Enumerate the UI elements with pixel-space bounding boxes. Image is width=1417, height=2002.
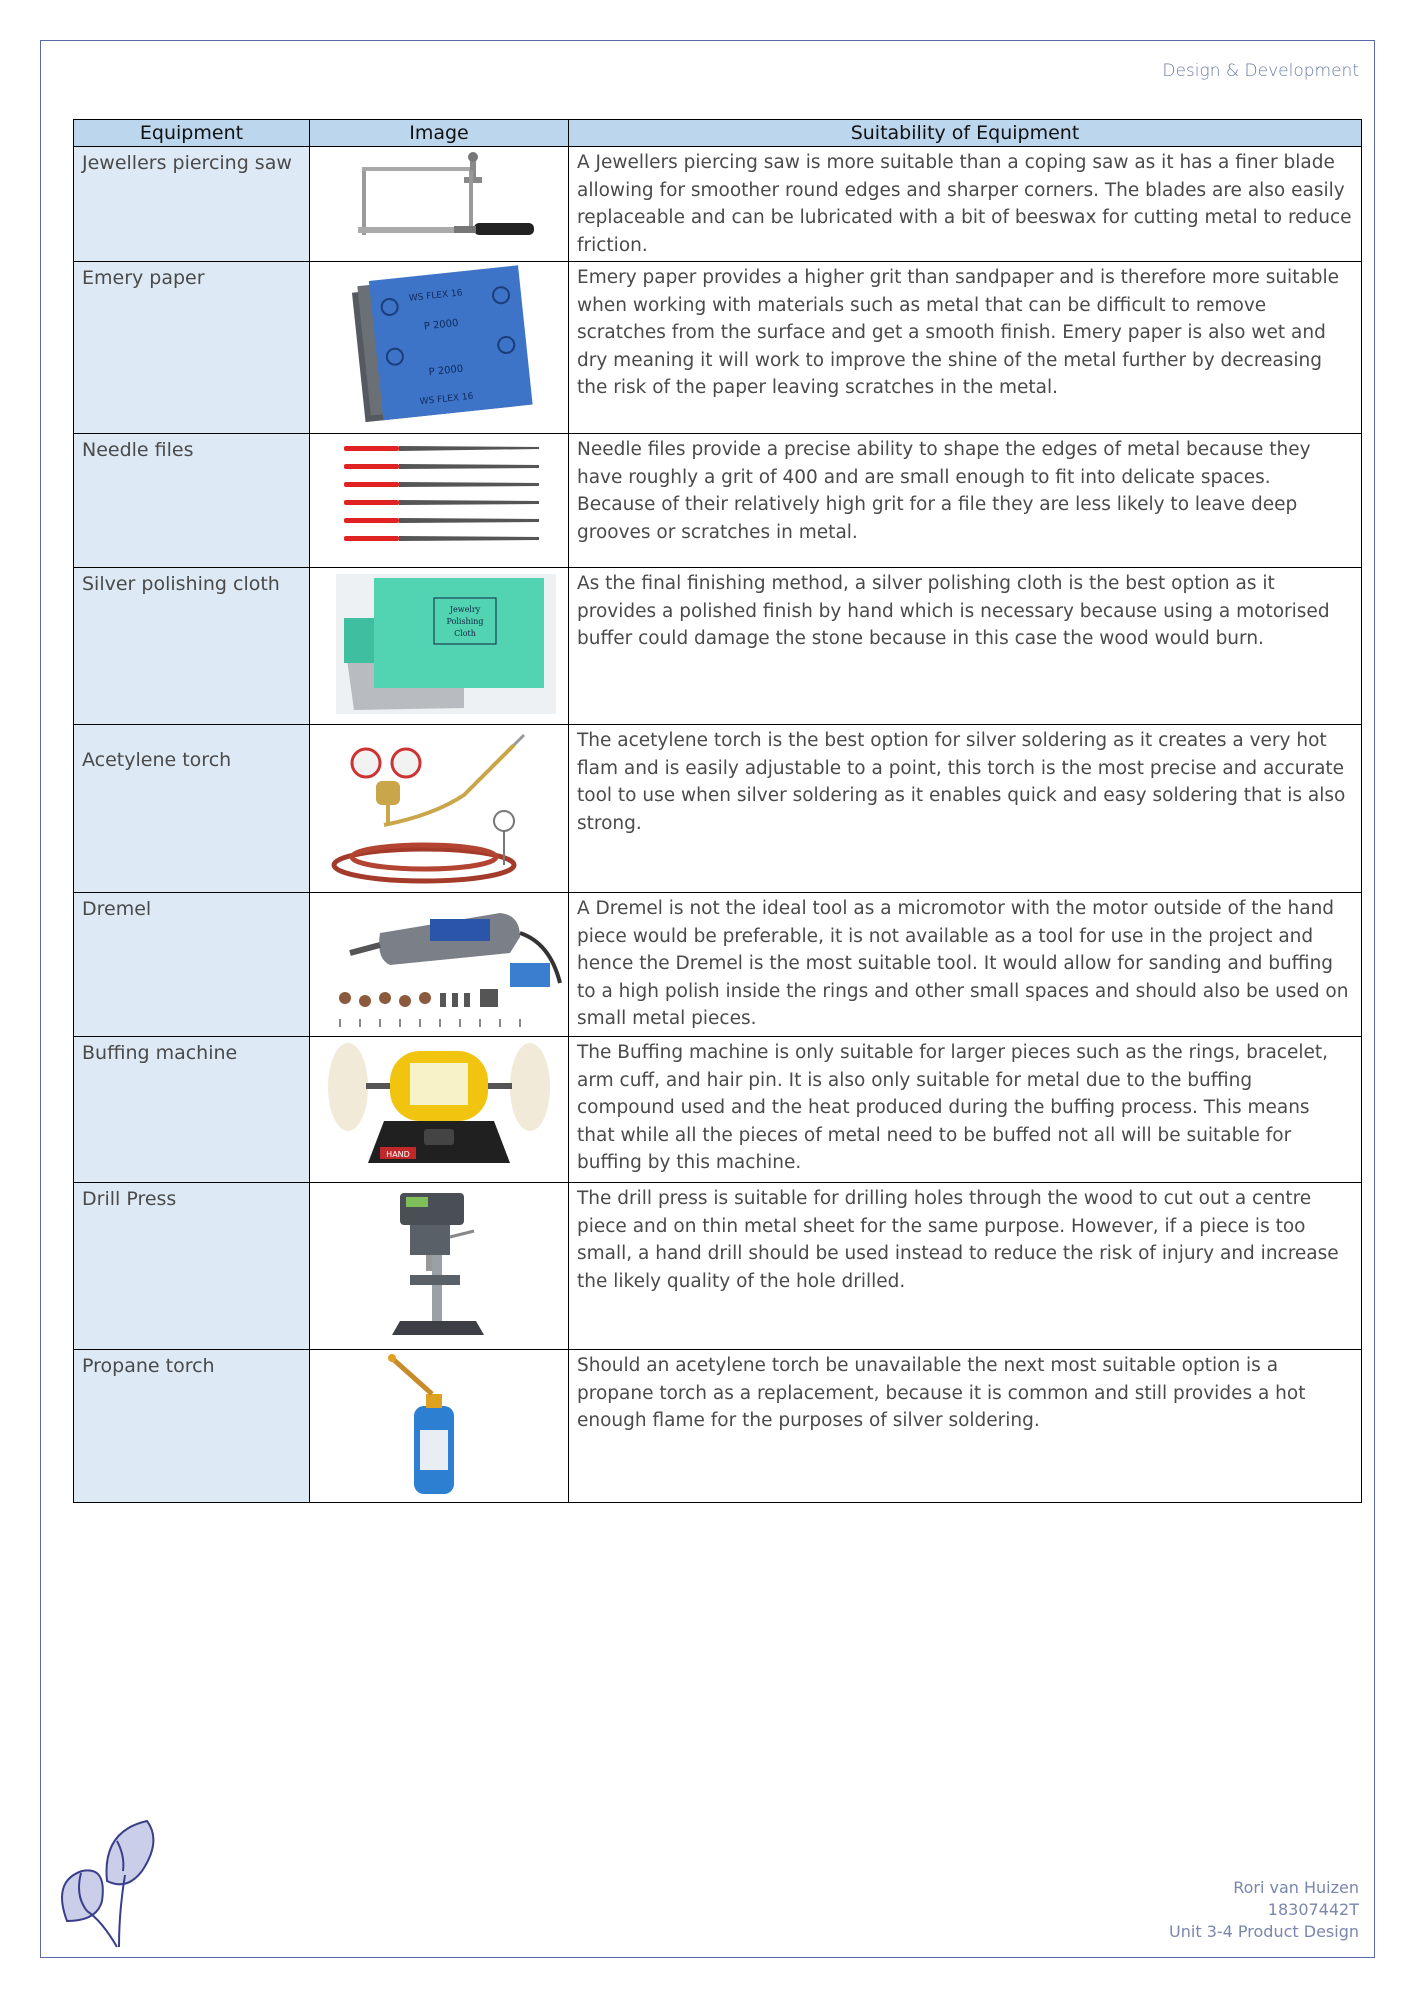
equipment-suitability: The Buffing machine is only suitable for larger pieces such as the rings, bracelet, arm cuff, and hair pin. It is also only suitable for metal due to the buffing compound used and the heat produced during the buffing process. This means that while all the pieces of metal need to be buffed not all will be suitable for buffing by this machine. [569, 1037, 1362, 1183]
table-row [74, 893, 1362, 1037]
svg-text:P 2000: P 2000 [428, 363, 464, 379]
table-row [74, 568, 1362, 725]
table-row [74, 434, 1362, 568]
equipment-suitability: The acetylene torch is the best option for silver soldering as it creates a very hot flam and is easily adjustable to a point, this torch is the most precise and accurate tool to use when silver soldering as it enables quick and easy soldering that is also strong. [569, 725, 1362, 893]
equipment-image [310, 262, 569, 434]
drill-press-icon [314, 1183, 564, 1343]
footer-author: Rori van Huizen [1233, 1878, 1359, 1897]
buffing-machine-icon [314, 1037, 564, 1177]
propane-torch-icon [314, 1350, 564, 1498]
svg-text:Cloth: Cloth [454, 629, 476, 638]
svg-text:P 2000: P 2000 [423, 317, 459, 333]
polishing-cloth-icon [314, 568, 564, 718]
footer-unit: Unit 3-4 Product Design [1169, 1922, 1359, 1941]
column-header-equipment: Equipment [74, 120, 310, 147]
table-row [74, 262, 1362, 434]
section-header: Design & Development [1162, 61, 1359, 81]
equipment-name: Propane torch [74, 1350, 310, 1503]
equipment-image [310, 568, 569, 725]
table-row [74, 1037, 1362, 1183]
svg-text:WS FLEX 16: WS FLEX 16 [419, 391, 474, 408]
equipment-suitability: A Jewellers piercing saw is more suitable than a coping saw as it has a finer blade allowing for smoother round edges and sharper corners. The blades are also easily replaceable and can be lubricated with a bit of beeswax for cutting metal to reduce friction. [569, 147, 1362, 262]
equipment-name: Silver polishing cloth [74, 568, 310, 725]
equipment-image [310, 1183, 569, 1350]
equipment-image [310, 1350, 569, 1503]
equipment-name: Acetylene torch [74, 725, 310, 893]
svg-text:Jewelry: Jewelry [449, 605, 481, 614]
acetylene-torch-icon [314, 725, 564, 889]
piercing-saw-icon [314, 147, 564, 259]
emery-paper-icon [314, 262, 564, 430]
equipment-suitability: The drill press is suitable for drilling holes through the wood to cut out a centre piece and on thin metal sheet for the same purpose. However, if a piece is too small, a hand drill should be used instead to reduce the risk of injury and increase the likely quality of the hole drilled. [569, 1183, 1362, 1350]
equipment-image [310, 725, 569, 893]
dremel-icon [310, 893, 568, 1033]
equipment-suitability: A Dremel is not the ideal tool as a micromotor with the motor outside of the hand piece would be preferable, it is not available as a tool for use in the project and hence the Dremel is the most suitable tool. It would allow for sanding and buffing to a high polish inside the rings and other small spaces and should also be used on small metal pieces. [569, 893, 1362, 1037]
footer [1169, 1877, 1359, 1943]
calla-lily-logo [47, 1811, 167, 1951]
equipment-name: Dremel [74, 893, 310, 1037]
equipment-name: Drill Press [74, 1183, 310, 1350]
equipment-name: Jewellers piercing saw [74, 147, 310, 262]
column-header-image: Image [310, 120, 569, 147]
equipment-image [310, 434, 569, 568]
equipment-name: Buffing machine [74, 1037, 310, 1183]
equipment-image [310, 147, 569, 262]
table-row [74, 1183, 1362, 1350]
equipment-suitability: Should an acetylene torch be unavailable the next most suitable option is a propane torch as a replacement, because it is common and still provides a hot enough flame for the purposes of silver soldering. [569, 1350, 1362, 1503]
equipment-suitability: Needle files provide a precise ability to shape the edges of metal because they have roughly a grit of 400 and are small enough to fit into delicate spaces. Because of their relatively high grit for a file they are less likely to leave deep grooves or scratches in metal. [569, 434, 1362, 568]
svg-text:HAND: HAND [386, 1150, 410, 1159]
equipment-name: Needle files [74, 434, 310, 568]
footer-student-id: 18307442T [1267, 1900, 1359, 1919]
table-row [74, 725, 1362, 893]
equipment-image [310, 1037, 569, 1183]
svg-text:WS FLEX 16: WS FLEX 16 [408, 288, 463, 304]
equipment-suitability: Emery paper provides a higher grit than sandpaper and is therefore more suitable when working with materials such as metal that can be difficult to remove scratches from the surface and get a smooth finish. Emery paper is also wet and dry meaning it will work to improve the shine of the metal further by decreasing the risk of the paper leaving scratches in the metal. [569, 262, 1362, 434]
table-header-row [74, 120, 1362, 147]
equipment-table [73, 119, 1362, 1503]
svg-text:Polishing: Polishing [446, 617, 484, 626]
needle-files-icon [314, 434, 564, 564]
table-row [74, 147, 1362, 262]
table-row [74, 1350, 1362, 1503]
equipment-name: Emery paper [74, 262, 310, 434]
equipment-suitability: As the final finishing method, a silver polishing cloth is the best option as it provides a polished finish by hand which is necessary because using a motorised buffer could damage the stone because in this case the wood would burn. [569, 568, 1362, 725]
page-frame [40, 40, 1375, 1958]
equipment-image [310, 893, 569, 1037]
column-header-suitability: Suitability of Equipment [569, 120, 1362, 147]
